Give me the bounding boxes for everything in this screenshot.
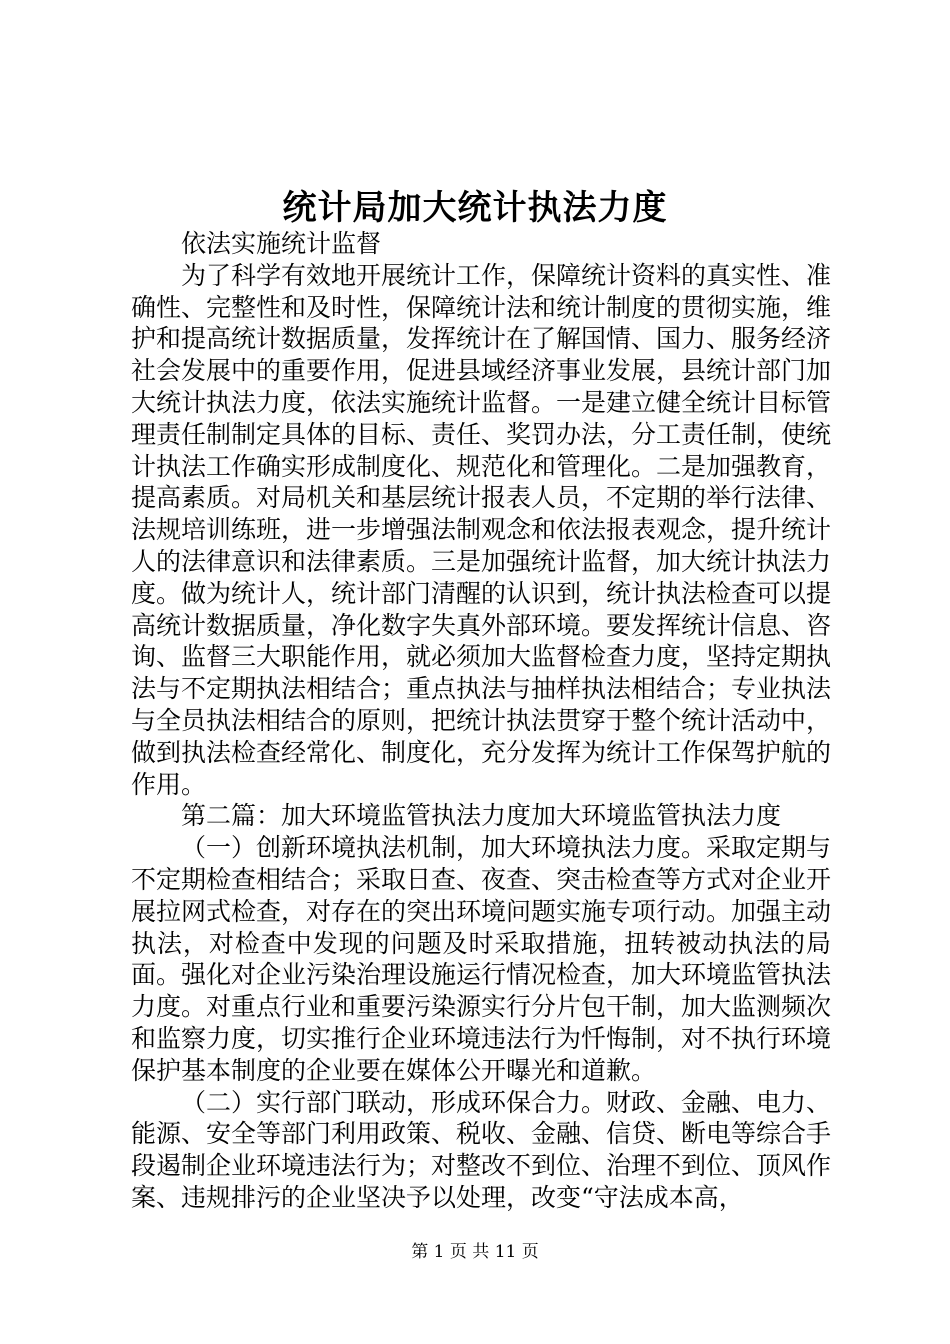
section-heading: 第二篇：加大环境监管执法力度加大环境监管执法力度: [181, 801, 782, 831]
document-title: 统计局加大统计执法力度: [282, 188, 668, 228]
page-number-footer: 第 1 页 共 11 页: [411, 1242, 539, 1262]
document-body: [131, 228, 831, 1214]
section-heading: 依法实施统计监督: [181, 229, 382, 258]
paragraph: 为了科学有效地开展统计工作，保障统计资料的真实性、准确性、完整性和及时性，保障统计法和统计制度的贯彻实施，维护和提高统计数据质量，发挥统计在了解国情、国力、服务经济社会发展中的重要作用，促进县域经济事业发展，县统计部门加大统计执法力度，依法实施统计监督。一是建立健全统计目标管理责任制制定具体的目标、责任、奖罚办法，分工责任制，使统计执法工作确实形成制度化、规范化和管理化。二是加强教育，提高素质。对局机关和基层统计报表人员，不定期的举行法律、法规培训练班，进一步增强法制观念和依法报表观念，提升统计人的法律意识和法律素质。三是加强统计监督，加大统计执法力度。做为统计人，统计部门清醒的认识到，统计执法检查可以提高统计数据质量，净化数字失真外部环境。要发挥统计信息、咨询、监督三大职能作用，就必须加大监督检查力度，坚持定期执法与不定期执法相结合；重点执法与抽样执法相结合；专业执法与全员执法相结合的原则，把统计执法贯穿于整个统计活动中，做到执法检查经常化、制度化，充分发挥为统计工作保驾护航的作用。: [131, 260, 832, 799]
paragraph: （二）实行部门联动，形成环保合力。财政、金融、电力、能源、安全等部门利用政策、税收、金融、信贷、断电等综合手段遏制企业环境违法行为；对整改不到位、治理不到位、顶风作案、违规排污的企业坚决予以处理，改变“守法成本高，: [131, 1087, 832, 1212]
paragraph: （一）创新环境执法机制，加大环境执法力度。采取定期与不定期检查相结合；采取日查、夜查、突击检查等方式对企业开展拉网式检查，对存在的突出环境问题实施专项行动。加强主动执法，对检查中发现的问题及时采取措施，扭转被动执法的局面。强化对企业污染治理设施运行情况检查，加大环境监管执法力度。对重点行业和重要污染源实行分片包干制，加大监测频次和监察力度，切实推行企业环境违法行为忏悔制，对不执行环境保护基本制度的企业要在媒体公开曝光和道歉。: [131, 833, 832, 1085]
